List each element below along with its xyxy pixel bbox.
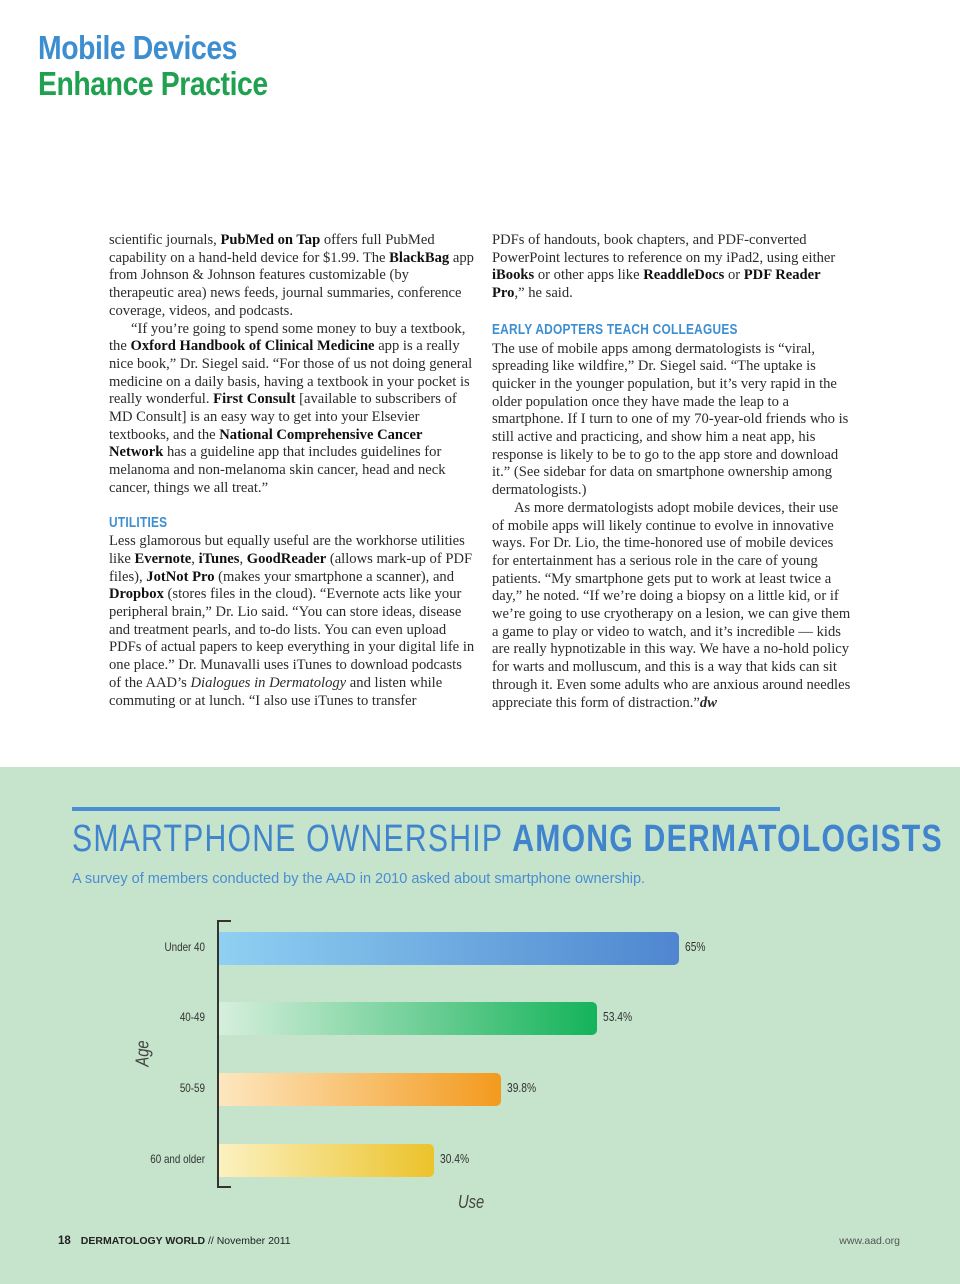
category-label: 60 and older: [150, 1152, 205, 1166]
sidebar-rule: [72, 807, 780, 811]
x-axis-label: Use: [458, 1192, 485, 1212]
bar: [219, 1073, 501, 1106]
value-label: 30.4%: [440, 1152, 470, 1166]
category-label: Under 40: [164, 940, 205, 954]
right-column: [492, 232, 852, 712]
value-label: 65%: [685, 940, 706, 954]
paragraph: PDFs of handouts, book chapters, and PDF-converted PowerPoint lectures to reference on my iPad2, using either iBooks or other apps like ReaddleDocs or PDF Reader Pro,” he said.: [492, 232, 836, 302]
section-heading-early-adopters: EARLY ADOPTERS TEACH COLLEAGUES: [492, 321, 738, 338]
magazine-name: DERMATOLOGY WORLD: [80, 1235, 206, 1247]
bar: [219, 1144, 434, 1177]
title-line-1: Mobile Devices: [38, 29, 238, 66]
signature: dw: [699, 694, 717, 711]
value-label: 53.4%: [603, 1010, 633, 1024]
footer-url: www.aad.org: [839, 1235, 900, 1247]
footer-left: [58, 1235, 291, 1247]
paragraph: The use of mobile apps among dermatologists is “viral, spreading like wildfire,” Dr. Siegel said. “The uptake is quicker in the younger population, but it’s very rapid in the older population once they have made the leap to a smartphone. If I turn to one of my 70-year-old friends who is still active and practicing, and show him a neat app, his response is likely to be to go to the app store and download it.” (See sidebar for data on smartphone ownership among dermatologists.): [492, 340, 849, 499]
section-heading-utilities: UTILITIES: [109, 514, 168, 531]
article-title: [38, 30, 305, 102]
left-column: [109, 232, 477, 710]
category-label: 50-59: [179, 1081, 205, 1095]
category-label: 40-49: [179, 1010, 205, 1024]
paragraph: scientific journals, PubMed on Tap offers full PubMed capability on a hand-held device for $1.99. The BlackBag app from Johnson & Johnson features customizable (by therapeutic area) news feeds, journal summaries, conference coverage, videos, and podcasts.: [109, 232, 474, 319]
y-axis-cap-bottom: [217, 1186, 231, 1188]
paragraph: Less glamorous but equally useful are the workhorse utilities like Evernote, iTunes, GoodReader (allows mark-up of PDF files), JotNot Pro (makes your smartphone a scanner), and Dropbox (stores files in the cloud). “Evernote acts like your peripheral brain,” Dr. Lio said. “You can store ideas, disease and treatment pearls, and to-do lists. You can even upload PDFs of actual papers to keep everything in your digital life in one place.” Dr. Munavalli uses iTunes to download podcasts of the AAD’s Dialogues in Dermatology and listen while commuting or at lunch. “I also use iTunes to transfer: [109, 533, 475, 709]
y-axis-cap-top: [217, 920, 231, 922]
issue-date: // November 2011: [205, 1235, 291, 1247]
y-axis-label: Age: [132, 1040, 153, 1067]
paragraph: “If you’re going to spend some money to buy a textbook, the Oxford Handbook of Clinical Medicine app is a really nice book,” Dr. Siegel said. “For those of us not doing general medicine on a daily basis, having a textbook in your pocket is really wonderful. First Consult [available to subscribers of MD Consult] is an easy way to get into your Elsevier textbooks, and the National Comprehensive Cancer Network has a guideline app that includes guidelines for melanoma and non-melanoma skin cancer, head and neck cancer, things we all treat.”: [109, 320, 473, 496]
sidebar-subtitle: A survey of members conducted by the AAD in 2010 asked about smartphone ownership.: [72, 871, 646, 887]
page-number: 18: [58, 1235, 71, 1247]
paragraph: As more dermatologists adopt mobile devices, their use of mobile apps will likely continue to evolve in innovative ways. For Dr. Lio, the time-honored use of mobile devices for entertainment has a serious role in the care of young patients. “My smartphone gets put to work at least twice a day,” he noted. “If we’re doing a biopsy on a little kid, or if we’re going to use cryotherapy on a lesion, we can give them a game to play or video to watch, and it’s incredible — kids are really hypnotizable in this way. We have a no-hold policy for warts and molluscum, and this is a way that kids can sit through it. Even some adults who are anxious around needles appreciate this form of distraction.”dw: [492, 499, 851, 711]
title-line-2: Enhance Practice: [38, 65, 268, 102]
bar: [219, 1002, 597, 1035]
value-label: 39.8%: [507, 1081, 537, 1095]
sidebar-title: SMARTPHONE OWNERSHIP AMONG DERMATOLOGISTS: [72, 818, 943, 860]
bar: [219, 932, 679, 965]
